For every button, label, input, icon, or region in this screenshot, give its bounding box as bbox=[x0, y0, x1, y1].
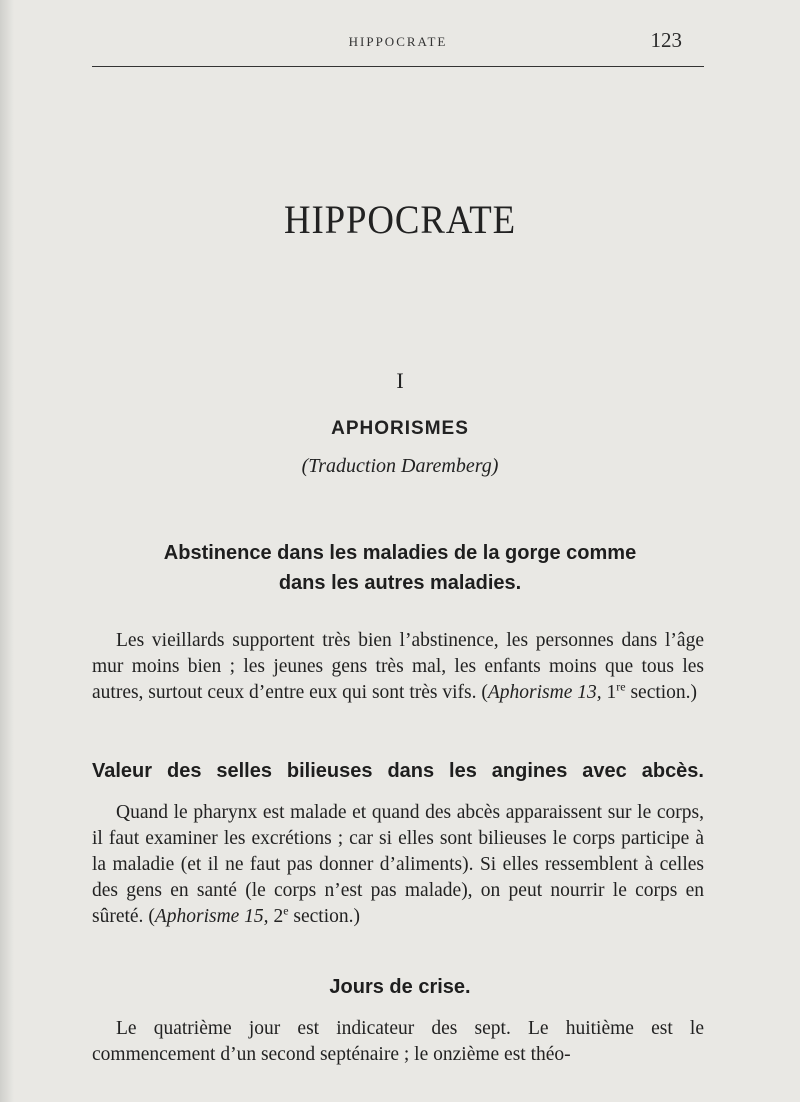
reference-number: 2 bbox=[268, 906, 284, 927]
running-header-title: HIPPOCRATE bbox=[348, 34, 448, 49]
running-header bbox=[92, 28, 704, 58]
subheading-abstinence bbox=[0, 538, 800, 598]
reference-superscript: e bbox=[283, 903, 289, 918]
subheading-selles-bilieuses: Valeur des selles bilieuses dans les angines avec abcès. bbox=[92, 760, 704, 782]
reference-close: section.) bbox=[625, 682, 698, 703]
reference-open: ( bbox=[481, 682, 488, 703]
header-rule bbox=[92, 66, 704, 67]
paragraph-abstinence bbox=[92, 628, 704, 706]
reference-superscript: re bbox=[616, 679, 626, 694]
subheading-jours-de-crise: Jours de crise. bbox=[329, 976, 471, 998]
paragraph-text: Quand le pharynx est malade et quand des abcès apparaissent sur le corps, il faut examiner les excrétions ; car si elles sont bilieuses le corps participe à la maladie (et il ne faut pas donner d’aliments). Si elles ressemblent à celles des gens en santé (le corps n’est pas malade), on peut nourrir le corps en sûreté. bbox=[92, 802, 704, 927]
paragraph-selles-bilieuses bbox=[92, 800, 704, 930]
page-number: 123 bbox=[650, 28, 682, 52]
subheading-line: dans les autres maladies. bbox=[278, 572, 522, 594]
section-number: I bbox=[396, 368, 404, 393]
reference-number: 1 bbox=[601, 682, 617, 703]
section-title: APHORISMES bbox=[331, 418, 469, 439]
aphorism-reference: Aphorisme 13, bbox=[487, 682, 602, 703]
reference-open: ( bbox=[148, 906, 155, 927]
aphorism-reference: Aphorisme 15, bbox=[154, 906, 269, 927]
chapter-title: HIPPOCRATE bbox=[283, 197, 517, 242]
reference-close: section.) bbox=[288, 906, 360, 927]
subheading-line: Abstinence dans les maladies de la gorge comme bbox=[163, 542, 637, 564]
paragraph-jours-de-crise bbox=[92, 1016, 704, 1068]
paragraph-text: Les vieillards supportent très bien l’abstinence, les personnes dans l’âge mur moins bien ; les jeunes gens très mal, les enfants moins que tous les autres, surtout ceux d’entre eux qui sont très vifs. bbox=[92, 630, 704, 703]
translation-note: (Traduction Daremberg) bbox=[301, 455, 499, 477]
paragraph-text: Le quatrième jour est indicateur des sept. Le huitième est le commencement d’un second septénaire ; le onzième est théo- bbox=[92, 1018, 704, 1065]
